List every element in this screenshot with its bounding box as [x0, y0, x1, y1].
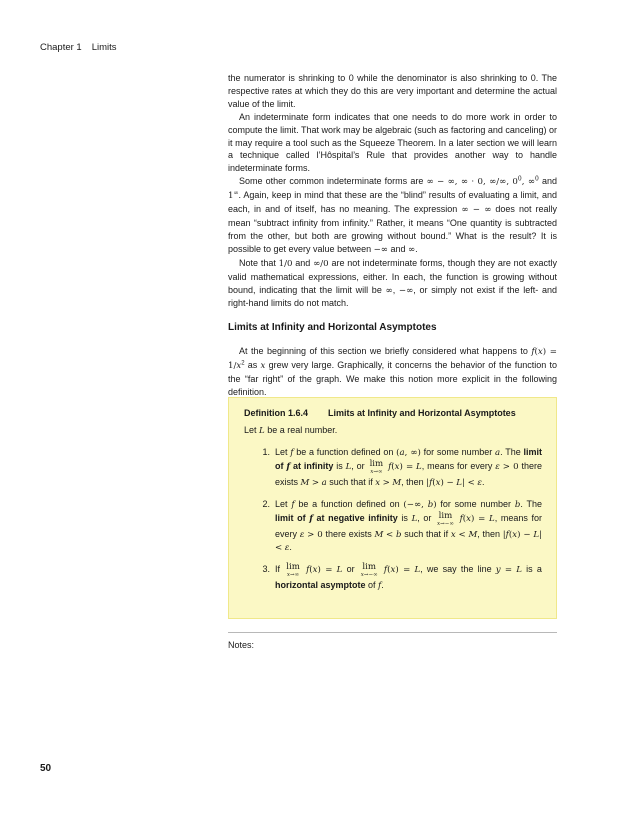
definition-list [244, 446, 542, 593]
paragraph: Note that 1/0 and ∞/0 are not indeterminate forms, though they are not exactly valid mathematical expressions, either. In each, the function is growing without bound, indicating that the limit will be ∞, −∞, or simply not exist if the left- and right-hand limits do not match. [228, 257, 557, 309]
definition-heading [244, 407, 542, 420]
header-title: Limits [91, 42, 117, 53]
paragraph: Some other common indeterminate forms are ∞ − ∞, ∞ · 0, ∞/∞, $0^0$, ∞$^0$ and 1∞. Again, keep in mind that these are the “blind” results of evaluating a limit, and each, in and of itself, has no meaning. The expression ∞ − ∞ does not really mean “subtract infinity from infinity.” Rather, it means “One quantity is subtracted from the other, but both are growing without bound.” What is the result? It is possible to get every value between −∞ and ∞. [228, 175, 558, 255]
paragraph: At the beginning of this section we briefly considered what happens to $f(x) = 1/x^2$ as x grew very large. Graphically, it concerns the behavior of the function to the “far right” of the graph. We make this notion more explicit in the following definition. [228, 346, 557, 397]
header-chapter: Chapter 1 [40, 42, 82, 53]
running-header [40, 42, 117, 53]
notes-label: Notes: [228, 640, 255, 650]
definition-intro: Let L be a real number. [244, 424, 338, 436]
paragraph: An indeterminate form indicates that one needs to do more work in order to compute the limit. That work may be algebraic (such as factoring and canceling) or it may require a tool such as the Squeeze Theorem. In a later section we will learn a technique called l’Hôspital’s Rule that provides another way to handle indeterminate forms. [228, 111, 557, 174]
paragraph: the numerator is shrinking to 0 while the denominator is also shrinking to 0. The respective rates at which they do this are very important and determine the actual value of the limit. [228, 73, 557, 109]
notes-divider [228, 632, 557, 633]
page-number: 50 [40, 763, 52, 774]
definition-title: Limits at Infinity and Horizontal Asymptotes [328, 408, 516, 418]
section-title: Limits at Infinity and Horizontal Asymptotes [228, 322, 437, 334]
definition-label: Definition 1.6.4 [244, 408, 309, 418]
definition-item: 3. If lim x→∞ f(x) = L or lim x→−∞ f(x) = L, we say the line y = L is a horizontal asymptote of f. [262, 562, 542, 592]
body-text [228, 72, 557, 399]
definition-item: 2. Let f be a function defined on (−∞, b) for some number b. The limit of f at negative infinity is L, or lim x→−∞ f(x) = L, means for every ε > 0 there exists M < b such that if x < M, then |f(x) − L| < ε. [262, 498, 542, 554]
definition-item: 1. Let f be a function defined on (a, ∞) for some number a. The limit of f at infinity is L, or lim x→∞ f(x) = L, means for every ε > 0 there exists M > a such that if x > M, then |f(x) − L| < ε. [262, 446, 542, 488]
definition-box [228, 397, 557, 619]
